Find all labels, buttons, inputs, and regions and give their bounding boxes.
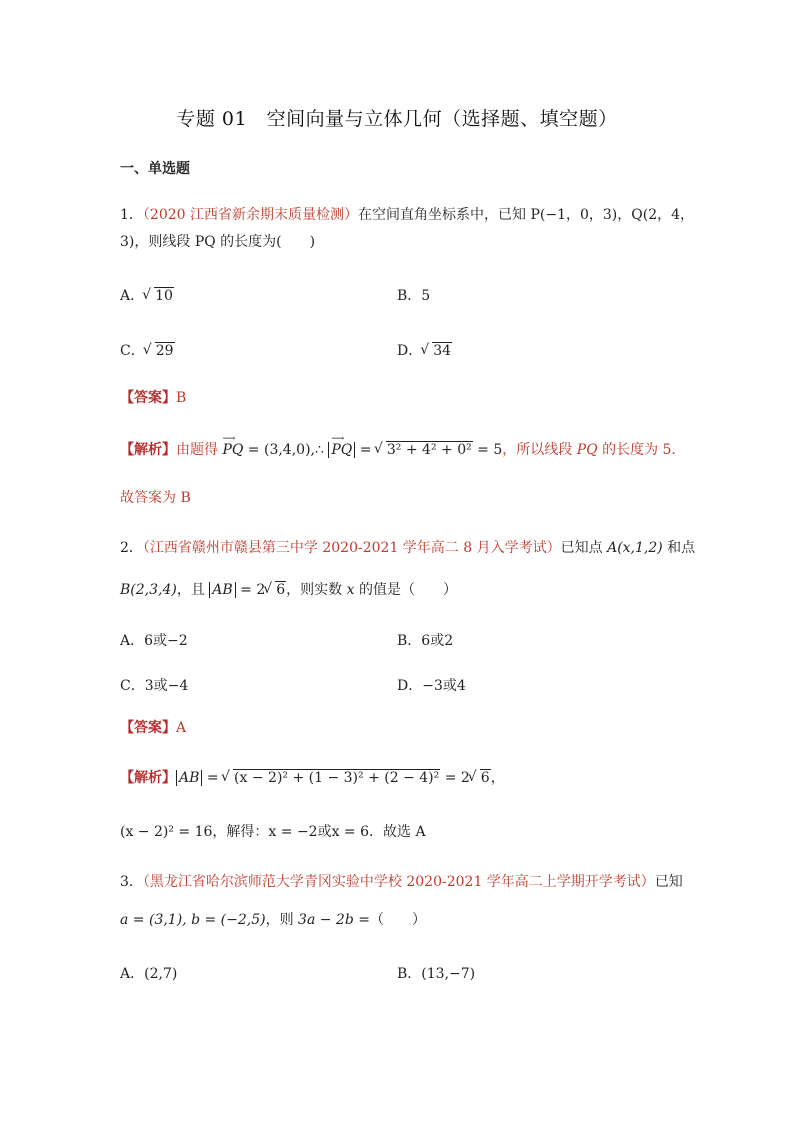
question-3-line-2: a = (3,1), b = (−2,5)，则 3a − 2b =（ ） <box>120 912 426 928</box>
option-b: B．5 <box>397 288 431 304</box>
radical: √ 10 <box>144 288 174 304</box>
option-c: C．√ 29 <box>120 340 175 360</box>
option-d: D．√ 34 <box>397 340 452 360</box>
answer-value: B <box>176 390 187 406</box>
radical: √ 6 <box>470 768 491 788</box>
option-b: B．6或2 <box>397 633 454 649</box>
option-a: A．6或−2 <box>120 633 188 649</box>
question-number: 1． <box>120 207 143 223</box>
question-1-line-2: 3)，则线段 PQ 的长度为( ) <box>120 234 316 250</box>
section-heading: 一、单选题 <box>120 161 190 177</box>
radical: √ 3² + 4² + 0² <box>376 440 473 460</box>
solution-line-2: (x − 2)² = 16，解得：x = −2或x = 6．故选 A <box>120 824 426 840</box>
radical: √ 34 <box>422 343 452 359</box>
question-2-line-2: B(2,3,4)，且 AB = 2√ 6，则实数 x 的值是（ ） <box>120 580 457 600</box>
option-b: B．(13,−7) <box>397 966 476 982</box>
question-1-line-1 <box>120 205 694 225</box>
radical: √ 6 <box>265 580 286 600</box>
option-d: D．−3或4 <box>397 678 466 694</box>
question-source: （黑龙江省哈尔滨师范大学青冈实验中学校 2020-2021 学年高二上学期开学考试） <box>142 874 655 890</box>
vector-pq: ⟶ PQ <box>222 434 244 458</box>
question-text: 在空间直角坐标系中，已知 P(−1，0，3)，Q(2，4， <box>358 207 695 223</box>
option-c: C．3或−4 <box>120 678 189 694</box>
answer-line: 【答案】B <box>120 390 187 406</box>
page-title: 专题 01 空间向量与立体几何（选择题、填空题） <box>176 108 618 130</box>
question-2-line-1: 2．（江西省赣州市赣县第三中学 2020-2021 学年高二 8 月入学考试）已知点 A(x,1,2) 和点 <box>120 540 696 556</box>
conclusion-line: 故答案为 B <box>120 490 191 506</box>
question-source: （江西省赣州市赣县第三中学 2020-2021 学年高二 8 月入学考试） <box>142 540 561 556</box>
question-source: （2020 江西省新余期末质量检测） <box>142 207 359 223</box>
abs-value: ⟶ PQ <box>328 442 355 458</box>
radical: √ 29 <box>145 343 175 359</box>
radical: √ (x − 2)² + (1 − 3)² + (2 − 4)² <box>223 768 440 788</box>
answer-line: 【答案】A <box>120 720 187 736</box>
analysis-line: 【解析】 AB = √ (x − 2)² + (1 − 3)² + (2 − 4)² = 2√ 6， <box>120 768 505 788</box>
option-a: A．√ 10 <box>120 285 174 305</box>
analysis-line: 【解析】由题得 ⟶ PQ = (3,4,0),∴ ⟶ PQ = √ 3² + 4² + 0² = 5，所以线段 PQ 的长度为 5． <box>120 440 685 460</box>
question-3-line-1: 3．（黑龙江省哈尔滨师范大学青冈实验中学校 2020-2021 学年高二上学期开学考试）已知 <box>120 874 683 890</box>
option-a: A．(2,7) <box>120 966 178 982</box>
